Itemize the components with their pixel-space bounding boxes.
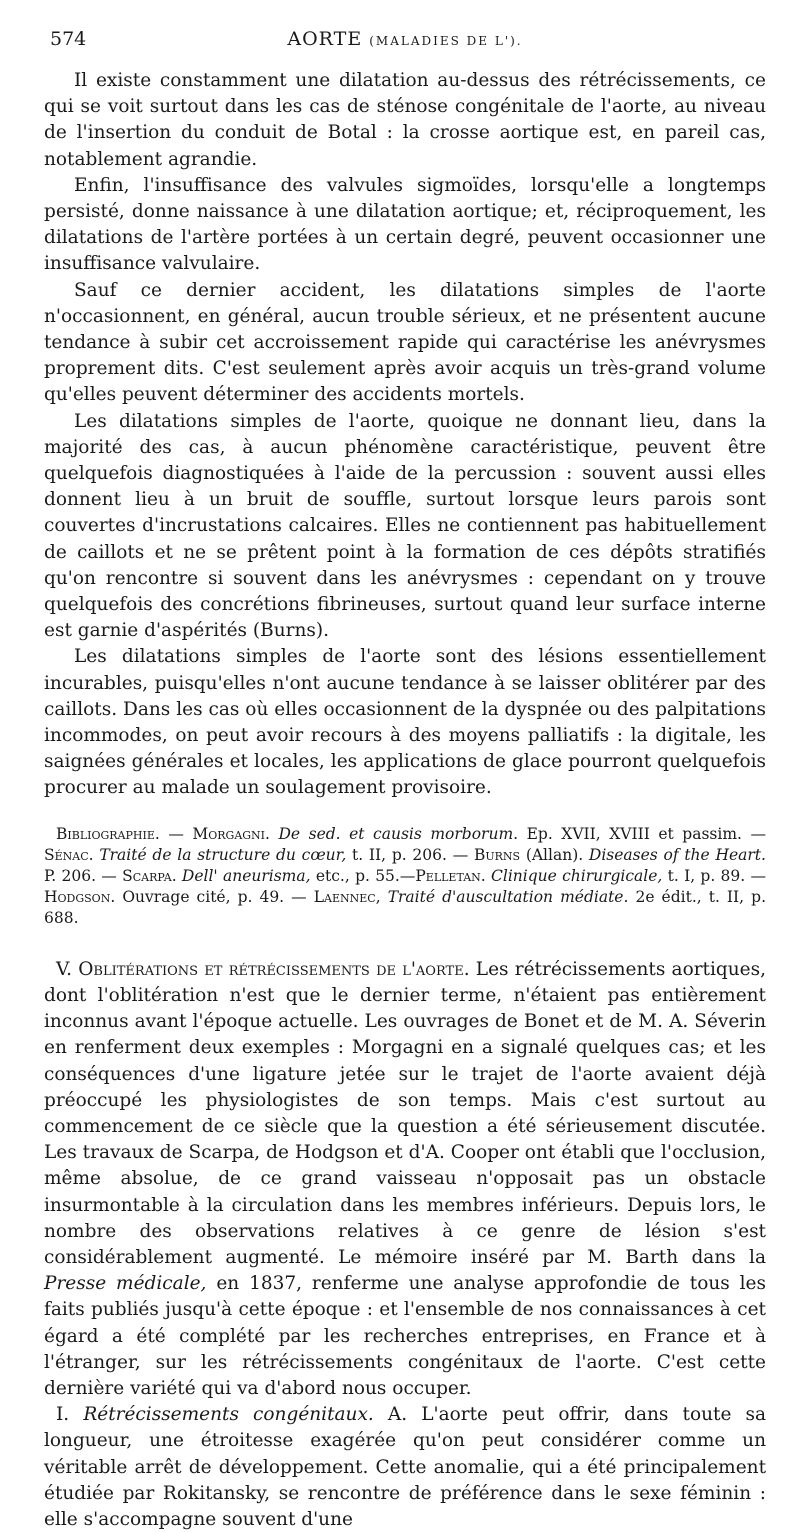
bib-title: Traité d'auscultation médiate. <box>387 887 629 906</box>
paragraph-dilatation-constante: Il existe constamment une dilatation au-dessus des rétrécissements, ce qui se voit surtout dans les cas de sténose congénitale de l'aorte, au niveau de l'insertion du conduit de Botal : la crosse aortique est, en pareil cas, notablement agrandie. <box>44 70 766 170</box>
bib-title: Clinique chirurgicale, <box>491 866 663 885</box>
section-v-text-2: en 1837, renferme une analyse approfondie de tous les faits publiés jusqu'à cette époque : et l'ensemble de nos connaissances à cet égard a été complété par les recherches entreprises, en France et à l'étranger, sur les rétrécissements congénitaux de l'aorte. C'est cette dernière variété qui va d'abord nous occuper. <box>44 1273 766 1399</box>
running-header <box>44 28 766 54</box>
bibliography: Bibliographie. — Morgagni. De sed. et causis morborum. Ep. XVII, XVIII et passim. — Sénac. Traité de la structure du cœur, t. II, p. 206. — Burns (Allan). Diseases of the Heart. P. 206. — Scarpa. Dell' aneurisma, etc., p. 55.—Pelletan. Clinique chirurgicale, t. I, p. 89. — Hodgson. Ouvrage cité, p. 49. — Laennec, Traité d'auscultation médiate. 2e édit., t. II, p. 688. <box>44 824 767 927</box>
bib-author: Scarpa. <box>122 866 177 885</box>
bib-reference: P. 206. — <box>44 866 117 885</box>
running-title-sub: (MALADIES DE L'). <box>369 34 523 48</box>
running-title-main: AORTE <box>287 28 363 50</box>
journal-title: Presse médicale, <box>44 1273 207 1295</box>
paragraph-diagnostic: Les dilatations simples de l'aorte, quoique ne donnant lieu, dans la majorité des cas, à aucun phénomène caractéristique, peuvent être quelquefois diagnostiquées à l'aide de la percussion : souvent aussi elles donnent lieu à un bruit de souffle, surtout lorsque leurs parois sont couvertes d'incrustations calcaires. Elles ne contiennent pas habituellement de caillots et ne se prêtent point à la formation de ces dépôts stratifiés qu'on rencontre si souvent dans les anévrysmes : cependant on y trouve quelquefois des concrétions fibrineuses, surtout quand leur surface interne est garnie d'aspérités (Burns). <box>44 410 766 642</box>
bib-title: Traité de la structure du cœur, <box>99 845 347 864</box>
bib-author: Burns <box>473 845 521 864</box>
bib-reference: t. II, p. 206. — <box>352 845 469 864</box>
bib-title: Diseases of the Heart. <box>588 845 766 864</box>
section-v-heading: V. Oblitérations et rétrécissements de l'aorte. <box>56 958 470 980</box>
section-i-text: A. L'aorte peut offrir, dans toute sa longueur, une étroitesse exagérée qu'on peut considérer comme un véritable arrêt de développement. Cette anomalie, qui a été principalement étudiée par Rokitansky, se rencontre de préférence dans le sexe féminin : elle s'accompagne souvent d'une <box>44 1404 767 1530</box>
bib-reference: Ep. XVII, XVIII et passim. — <box>526 824 766 843</box>
paragraph-insuffisance-sigmoides: Enfin, l'insuffisance des valvules sigmoïdes, lorsqu'elle a longtemps persisté, donne naissance à une dilatation aortique; et, réciproquement, les dilatations de l'artère portées à un certain degré, peuvent occasionner une insuffisance valvulaire. <box>44 174 766 275</box>
bib-author: Sénac. <box>44 845 94 864</box>
bib-title: De sed. et causis morborum. <box>278 824 519 843</box>
bib-author: Hodgson. <box>44 887 116 906</box>
section-i-heading: Rétrécissements congénitaux. <box>83 1404 374 1426</box>
bib-author-extra: (Allan). <box>525 845 584 864</box>
bib-author: Pelletan. <box>415 866 486 885</box>
section-i-number: I. <box>56 1404 70 1426</box>
bib-reference: Ouvrage cité, p. 49. — <box>122 887 307 906</box>
bib-title: Dell' aneurisma, <box>181 866 311 885</box>
paragraph-dernier-accident: Sauf ce dernier accident, les dilatations simples de l'aorte n'occasionnent, en général, aucun trouble sérieux, et ne présentent aucune tendance à subir cet accroissement rapide qui caractérise les anévrysmes proprement dits. C'est seulement après avoir acquis un très-grand volume qu'elles peuvent déterminer des accidents mortels. <box>44 279 766 406</box>
section-v-paragraph <box>44 957 766 1402</box>
bib-reference: 2e édit., t. II, p. 688. <box>44 887 767 927</box>
section-i-paragraph <box>44 1402 766 1533</box>
page-content <box>44 28 766 1533</box>
section-v-text-1: Les rétrécissements aortiques, dont l'oblitération n'est que le dernier terme, n'étaient pas entièrement inconnus avant l'époque actuelle. Les ouvrages de Bonet et de M. A. Séverin en renferment deux exemples : Morgagni en a signalé quelques cas; et les conséquences d'une ligature jetée sur le trajet de l'aorte avaient déjà préoccupé les physiologistes de son temps. Mais c'est surtout au commencement de ce siècle que la question a été sérieusement discutée. Les travaux de Scarpa, de Hodgson et d'A. Cooper ont établi que l'occlusion, même absolue, de ce grand vaisseau n'opposait pas un obstacle insurmontable à la circulation dans les membres inférieurs. Depuis lors, le nombre des observations relatives à ce genre de lésion s'est considérablement augmenté. Le mémoire inséré par M. Barth dans la <box>44 958 766 1268</box>
running-title <box>44 28 766 50</box>
paragraph-traitement: Les dilatations simples de l'aorte sont des lésions essentiellement incurables, puisqu'elles n'ont aucune tendance à se laisser oblitérer par des caillots. Dans les cas où elles occasionnent de la dyspnée ou des palpitations incommodes, on peut avoir recours à des moyens palliatifs : la digitale, les saignées générales et locales, les applications de glace pourront quelquefois procurer au malade un soulagement provisoire. <box>44 646 766 799</box>
bibliography-label: Bibliographie. <box>56 824 160 843</box>
bib-reference: t. I, p. 89. — <box>667 866 766 885</box>
bib-reference: etc., p. 55.— <box>315 866 416 885</box>
bib-author: Morgagni. <box>192 824 270 843</box>
bib-author: Laennec, <box>313 887 381 906</box>
page-number: 574 <box>50 28 87 50</box>
